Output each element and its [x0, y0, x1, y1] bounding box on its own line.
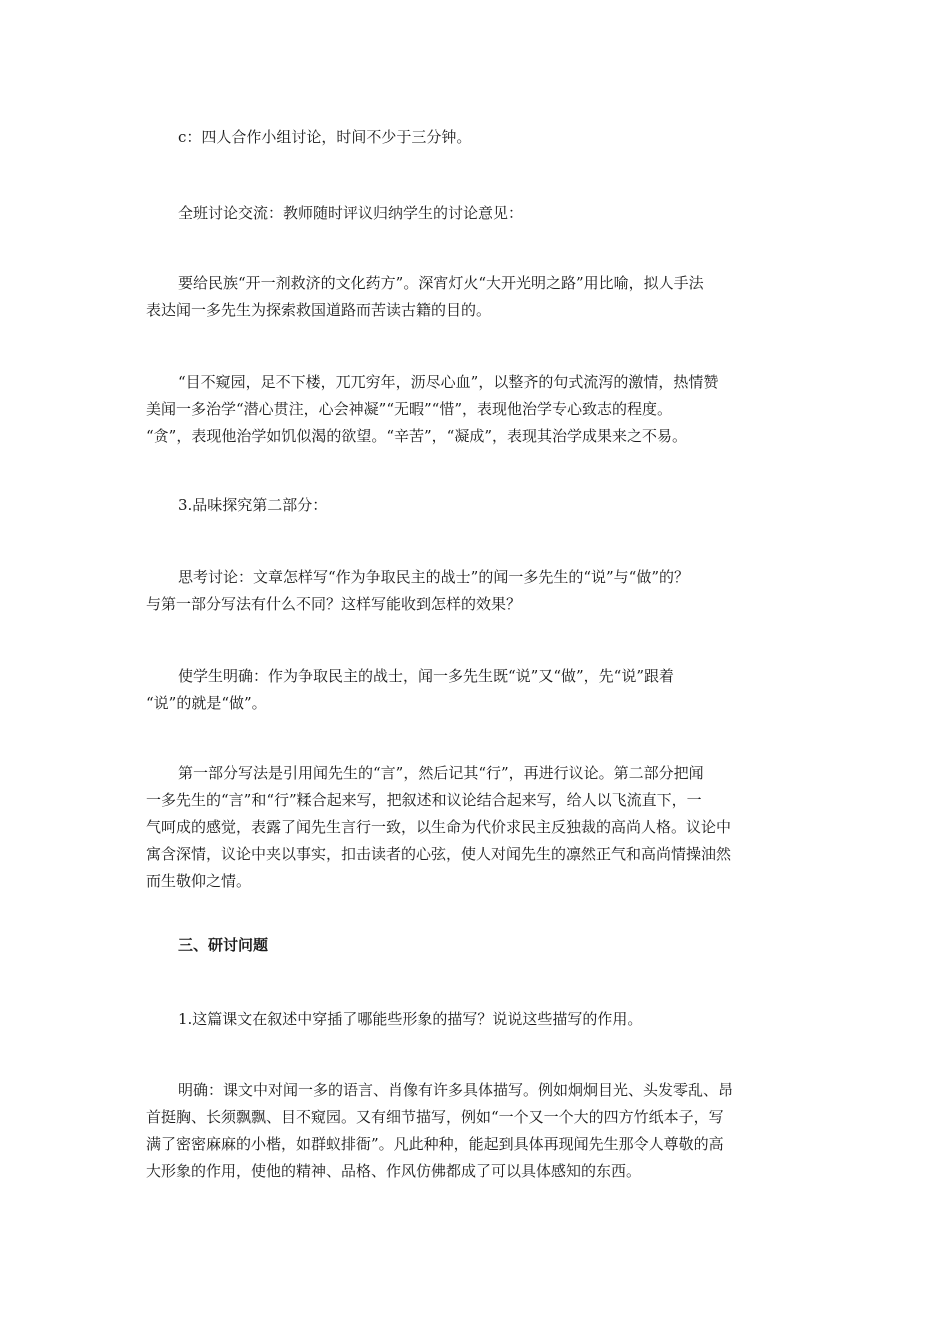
text-line-answer-2: 首挺胸、长须飘飘、目不窥园。又有细节描写，例如“一个又一个大的四方竹纸本子，写	[146, 1108, 724, 1126]
text-line-answer-1: 明确：课文中对闻一多的语言、肖像有许多具体描写。例如炯炯目光、头发零乱、昂	[178, 1081, 734, 1099]
text-line-method-1: 第一部分写法是引用闻先生的“言”，然后记其“行”，再进行议论。第二部分把闻	[178, 764, 704, 782]
text-line-study-2: 美闻一多治学“潜心贯注，心会神凝”“无暇”“惜”，表现他治学专心致志的程度。	[146, 400, 673, 418]
text-line-method-5: 而生敬仰之情。	[146, 872, 252, 890]
text-line-class-exchange: 全班讨论交流：教师随时评议归纳学生的讨论意见：	[178, 204, 524, 222]
text-line-answer-3: 满了密密麻麻的小楷，如群蚁排衙”。凡此种种，能起到具体再现闻先生那令人尊敬的高	[146, 1135, 724, 1153]
text-line-study-1: “目不窥园，足不下楼，兀兀穷年，沥尽心血”，以整齐的句式流泻的激情，热情赞	[178, 373, 719, 391]
text-line-clarify-1: 使学生明确：作为争取民主的战士，闻一多先生既“说”又“做”，先“说”跟着	[178, 667, 675, 685]
text-line-method-2: 一多先生的“言”和“行”糅合起来写，把叙述和议论结合起来写，给人以飞流直下，一	[146, 791, 702, 809]
text-line-medicine-2: 表达闻一多先生为探索救国道路而苦读古籍的目的。	[146, 301, 492, 319]
text-line-medicine-1: 要给民族“开一剂救济的文化药方”。深宵灯火“大开光明之路”用比喻，拟人手法	[178, 274, 704, 292]
text-line-method-4: 寓含深情，议论中夹以事实，扣击读者的心弦，使人对闻先生的凛然正气和高尚情操油然	[146, 845, 732, 863]
text-line-question-1: 1.这篇课文在叙述中穿插了哪能些形象的描写？说说这些描写的作用。	[178, 1010, 643, 1028]
text-line-group-discussion: c：四人合作小组讨论，时间不少于三分钟。	[178, 128, 472, 146]
text-line-think-1: 思考讨论：文章怎样写“作为争取民主的战士”的闻一多先生的“说”与“做”的？	[178, 568, 690, 586]
text-line-answer-4: 大形象的作用，使他的精神、品格、作风仿佛都成了可以具体感知的东西。	[146, 1162, 642, 1180]
text-line-method-3: 气呵成的感觉，表露了闻先生言行一致，以生命为代价求民主反独裁的高尚人格。议论中	[146, 818, 732, 836]
text-line-study-3: “贪”，表现他治学如饥似渴的欲望。“辛苦”，“凝成”，表现其治学成果来之不易。	[146, 427, 688, 445]
text-line-section-2-heading: 3.品味探究第二部分：	[178, 496, 328, 514]
text-line-think-2: 与第一部分写法有什么不同？这样写能收到怎样的效果？	[146, 595, 522, 613]
text-line-clarify-2: “说”的就是“做”。	[146, 694, 267, 712]
section-heading-discussion-questions: 三、研讨问题	[178, 936, 269, 954]
